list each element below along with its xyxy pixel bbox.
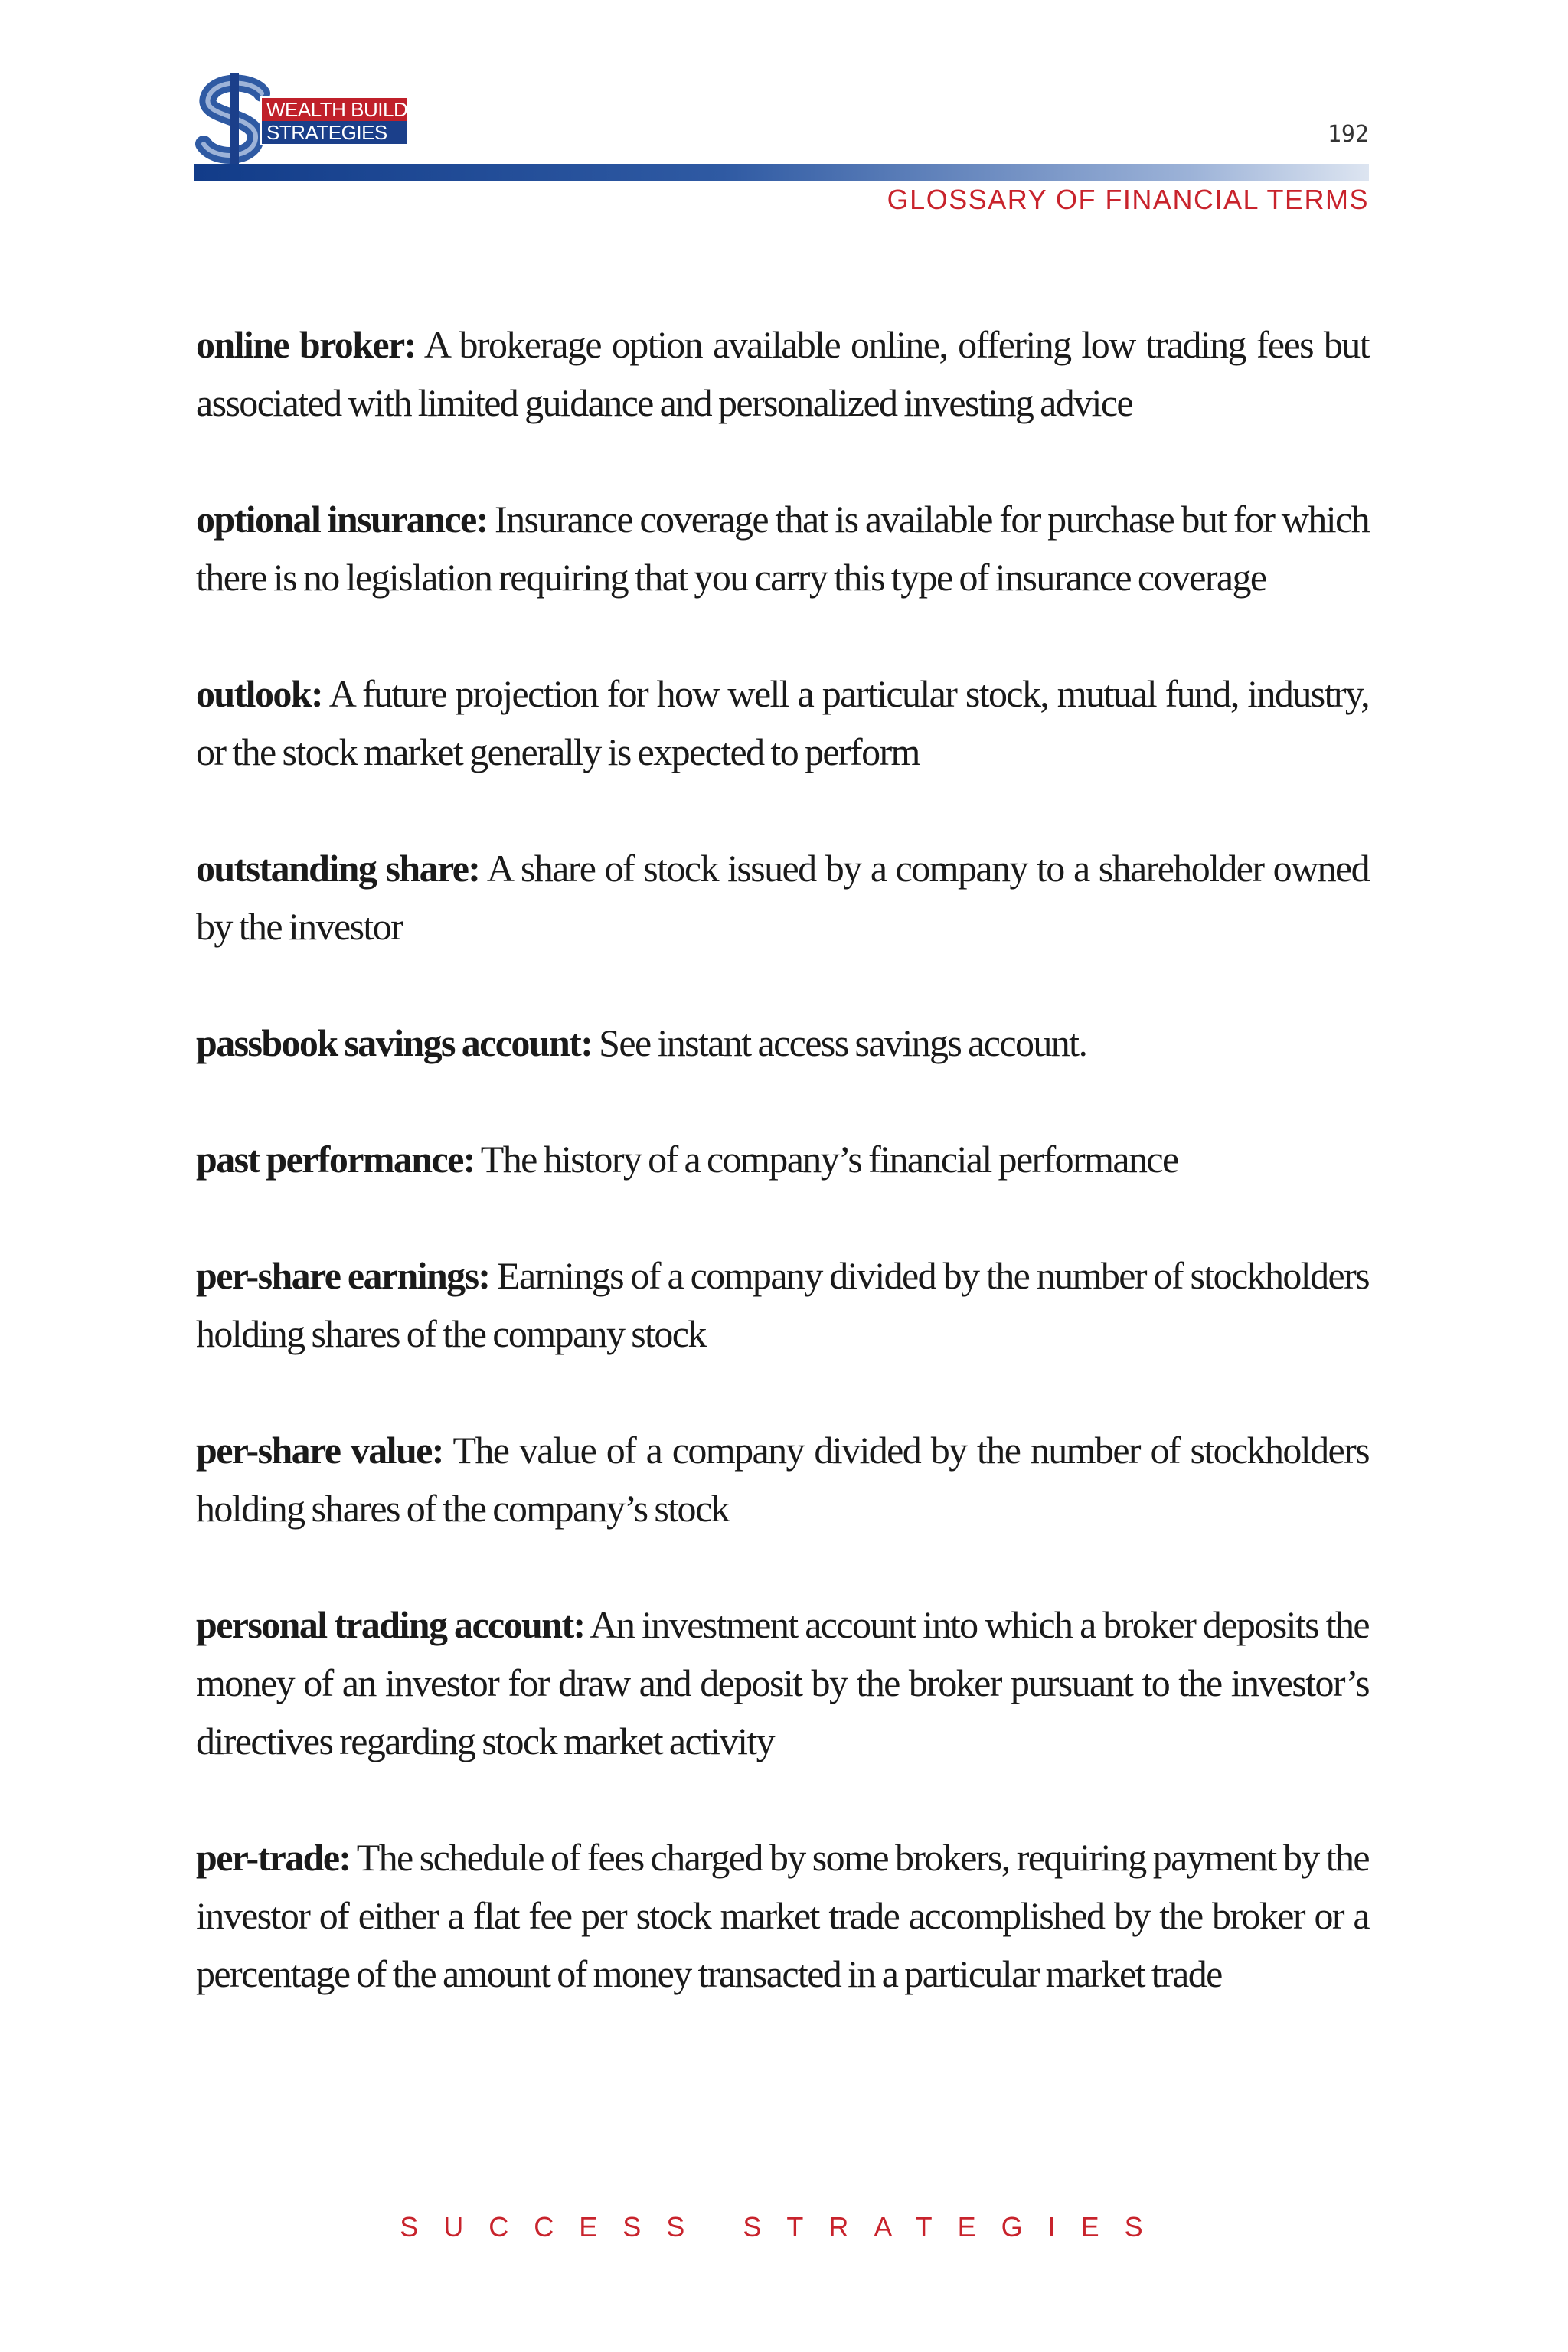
glossary-entry — [196, 315, 1369, 432]
glossary-definition: A brokerage option available online, offering low trading fees but associated with limited guidance and personalized investing advice — [196, 323, 1369, 424]
glossary-entry — [196, 1130, 1369, 1188]
glossary-entry — [196, 1828, 1369, 2003]
section-title: GLOSSARY OF FINANCIAL TERMS — [887, 184, 1369, 215]
glossary-entry — [196, 665, 1369, 781]
glossary-definition: The value of a company divided by the number of stockholders holding shares of the company’s stock — [196, 1429, 1369, 1530]
logo-wordmark — [260, 96, 442, 145]
glossary-entry — [196, 1246, 1369, 1363]
glossary-term: per-share earnings: — [196, 1254, 490, 1297]
glossary-definition: An investment account into which a broker deposits the money of an investor for draw and deposit by the broker pursuant to the investor’s directives regarding stock market activity — [196, 1603, 1369, 1762]
glossary-definition: The history of a company’s financial performance — [480, 1138, 1178, 1181]
glossary-definition: A future projection for how well a particular stock, mutual fund, industry, or the stock market generally is expected to perform — [196, 672, 1369, 773]
logo-line-2: STRATEGIES — [262, 121, 407, 144]
page-number: 192 — [1327, 121, 1369, 148]
glossary-entry — [196, 839, 1369, 956]
glossary-term: passbook savings account: — [196, 1021, 593, 1064]
glossary-term: optional insurance: — [196, 498, 488, 541]
brand-logo — [191, 70, 442, 170]
glossary-definition: Insurance coverage that is available for purchase but for which there is no legislation requiring that you carry this type of insurance coverage — [196, 498, 1369, 599]
glossary-term: outlook: — [196, 672, 323, 715]
glossary-definition: Earnings of a company divided by the number of stockholders holding shares of the company stock — [196, 1254, 1369, 1355]
logo-line-1: WEALTH BUILDING — [266, 98, 442, 121]
glossary-term: online broker: — [196, 323, 416, 366]
glossary-entry — [196, 1014, 1369, 1072]
glossary-definition: A share of stock issued by a company to a shareholder owned by the investor — [196, 847, 1369, 948]
glossary-entry — [196, 1596, 1369, 1770]
glossary-term: outstanding share: — [196, 847, 480, 890]
glossary-entry — [196, 490, 1369, 606]
glossary-term: per-share value: — [196, 1429, 443, 1472]
glossary-term: per-trade: — [196, 1836, 351, 1879]
footer-tagline: SUCCESS STRATEGIES — [400, 2211, 1168, 2243]
header-rule — [194, 164, 1369, 181]
glossary-term: personal trading account: — [196, 1603, 585, 1646]
glossary-entry — [196, 1421, 1369, 1537]
glossary-list — [196, 315, 1369, 2061]
glossary-term: past performance: — [196, 1138, 475, 1181]
glossary-definition: See instant access savings account. — [599, 1021, 1087, 1064]
glossary-definition: The schedule of fees charged by some brokers, requiring payment by the investor of either a flat fee per stock market trade accomplished by the broker or a percentage of the amount of money transacted in a particular market trade — [196, 1836, 1370, 1995]
